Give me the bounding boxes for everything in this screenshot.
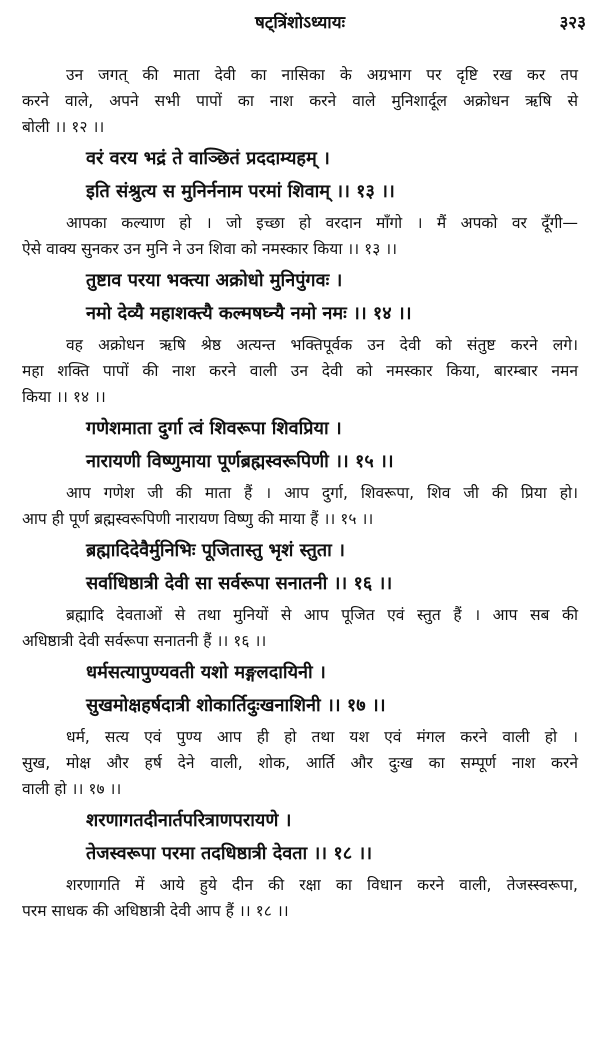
verse-line: सुखमोक्षहर्षदात्री शोकार्तिदुःखनाशिनी ।। १७ ।। bbox=[86, 695, 386, 716]
prose-line: ऐसे वाक्य सुनकर उन मुनि ने उन शिवा को नमस्कार किया ।। १३ ।। bbox=[22, 240, 398, 258]
verse-shloka bbox=[22, 412, 566, 478]
prose-line: सुख, मोक्ष और हर्ष देने वाली, शोक, आर्ति और दुःख का सम्पूर्ण नाश करने bbox=[22, 754, 578, 772]
prose-paragraph bbox=[22, 62, 578, 140]
prose-line: ब्रह्मादि देवताओं से तथा मुनियों से आप पूजित एवं स्तुत हैं । आप सब की bbox=[66, 606, 578, 624]
verse-shloka bbox=[22, 804, 566, 870]
prose-paragraph bbox=[22, 724, 578, 802]
prose-line: उन जगत् की माता देवी का नासिका के अग्रभाग पर दृष्टि रख कर तप bbox=[66, 66, 578, 84]
prose-paragraph bbox=[22, 602, 578, 654]
verse-line: इति संश्रुत्य स मुनिर्ननाम परमां शिवाम् ।। १३ ।। bbox=[86, 181, 395, 202]
verse-line: शरणागतदीनार्तपरित्राणपरायणे । bbox=[86, 810, 292, 831]
prose-paragraph bbox=[22, 480, 578, 532]
prose-line: आप गणेश जी की माता हैं । आप दुर्गा, शिवरूपा, शिव जी की प्रिया हो। bbox=[66, 484, 578, 502]
page-number: ३२३ bbox=[559, 13, 586, 33]
verse-line: वरं वरय भद्रं ते वाञ्छितं प्रददाम्यहम् । bbox=[86, 148, 330, 169]
prose-line: आप ही पूर्ण ब्रह्मस्वरूपिणी नारायण विष्णु की माया हैं ।। १५ ।। bbox=[22, 510, 374, 528]
verse-line: तेजस्वरूपा परमा तदधिष्ठात्री देवता ।। १८ ।। bbox=[86, 843, 373, 864]
prose-line: आपका कल्याण हो । जो इच्छा हो वरदान माँगो । मैं अपको वर दूँगी— bbox=[66, 214, 578, 232]
prose-line: महा शक्ति पापों की नाश करने वाली उन देवी को नमस्कार किया, बारम्बार नमन bbox=[22, 362, 578, 380]
prose-line: धर्म, सत्य एवं पुण्य आप ही हो तथा यश एवं मंगल करने वाली हो । bbox=[66, 728, 578, 746]
verse-line: गणेशमाता दुर्गा त्वं शिवरूपा शिवप्रिया । bbox=[86, 418, 342, 439]
verse-line: नारायणी विष्णुमाया पूर्णब्रह्मस्वरूपिणी ।। १५ ।। bbox=[86, 451, 394, 472]
verse-line: सर्वाधिष्ठात्री देवी सा सर्वरूपा सनातनी ।। १६ ।। bbox=[86, 573, 393, 594]
verse-line: नमो देव्यै महाशक्त्यै कल्मषघ्न्यै नमो नमः ।। १४ ।। bbox=[86, 303, 412, 324]
chapter-title: षट्त्रिंशोऽध्यायः bbox=[254, 13, 346, 33]
prose-line: बोली ।। १२ ।। bbox=[22, 118, 105, 136]
prose-paragraph bbox=[22, 332, 578, 410]
verse-shloka bbox=[22, 656, 566, 722]
prose-line: वह अक्रोधन ऋषि श्रेष्ठ अत्यन्त भक्तिपूर्वक उन देवी को संतुष्ट करने लगे। bbox=[66, 336, 578, 354]
verse-line: तुष्टाव परया भक्त्या अक्रोधो मुनिपुंगवः । bbox=[86, 270, 343, 291]
prose-line: परम साधक की अधिष्ठात्री देवी आप हैं ।। १८ ।। bbox=[22, 902, 289, 920]
verse-shloka bbox=[22, 534, 566, 600]
verse-line: धर्मसत्यापुण्यवती यशो मङ्गलदायिनी । bbox=[86, 662, 326, 683]
prose-line: शरणागति में आये हुये दीन की रक्षा का विधान करने वाली, तेजस्स्वरूपा, bbox=[66, 876, 578, 894]
prose-paragraph bbox=[22, 210, 578, 262]
verse-shloka bbox=[22, 142, 566, 208]
page-header bbox=[0, 4, 600, 38]
prose-line: किया ।। १४ ।। bbox=[22, 388, 106, 406]
prose-line: करने वाले, अपने सभी पापों का नाश करने वाले मुनिशार्दूल अक्रोधन ऋषि से bbox=[22, 92, 578, 110]
verse-line: ब्रह्मादिदेवैर्मुनिभिः पूजितास्तु भृशं स्तुता । bbox=[86, 540, 345, 561]
page-content bbox=[22, 62, 578, 924]
prose-line: वाली हो ।। १७ ।। bbox=[22, 780, 122, 798]
prose-line: अधिष्ठात्री देवी सर्वरूपा सनातनी हैं ।। १६ ।। bbox=[22, 632, 267, 650]
verse-shloka bbox=[22, 264, 566, 330]
prose-paragraph bbox=[22, 872, 578, 924]
